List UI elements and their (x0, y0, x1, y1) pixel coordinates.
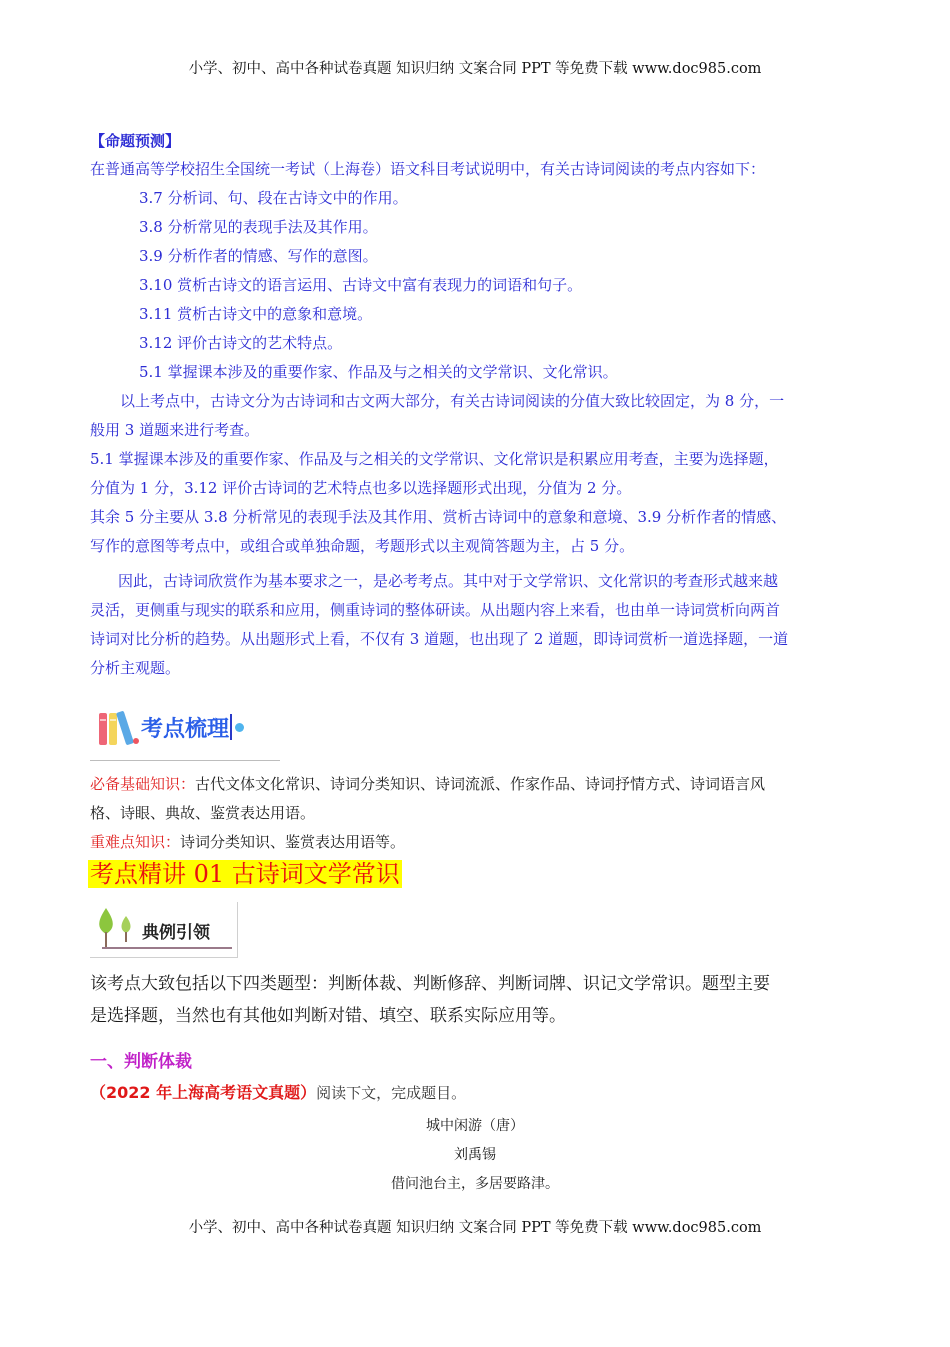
paragraph-line: 是选择题，当然也有其他如判断对错、填空、联系实际应用等。 (90, 1006, 566, 1026)
paragraph-line: 其余 5 分主要从 3.8 分析常见的表现手法及其作用、赏析古诗词中的意象和意境、3.9 分析作者的情感、 (90, 508, 787, 526)
paragraph-line: 灵活，更侧重与现实的联系和应用，侧重诗词的整体研读。从出题内容上来看，也由单一诗词赏析向两首 (90, 601, 781, 619)
kaodian-badge (97, 704, 244, 750)
question-source-line (90, 1080, 466, 1103)
example-badge-label: 典例引领 (142, 923, 210, 943)
question-instruction: 阅读下文，完成题目。 (316, 1084, 467, 1102)
basic-knowledge-text-cont: 格、诗眼、典故、鉴赏表达用语。 (90, 804, 316, 822)
poem-line: 借问池台主，多居要路津。 (391, 1176, 559, 1192)
exam-point-list (139, 184, 618, 387)
exam-point: 5.1 掌握课本涉及的重要作家、作品及与之相关的文学常识、文化常识。 (139, 363, 618, 381)
paragraph-trend (90, 567, 865, 683)
paragraph-line: 分析主观题。 (90, 659, 181, 677)
key-knowledge-text: 诗词分类知识、鉴赏表达用语等。 (180, 833, 406, 851)
kaodian-badge-label: 考点梳理 (141, 716, 230, 742)
paragraph-line: 因此，古诗词欣赏作为基本要求之一，是必考考点。其中对于文学常识、文化常识的考查形式越来越 (118, 572, 779, 590)
paragraph-line: 以上考点中，古诗文分为古诗词和古文两大部分，有关古诗词阅读的分值大致比较固定，为 8 分，一 (120, 392, 785, 410)
paragraph-line: 般用 3 道题来进行考查。 (90, 421, 260, 439)
exam-point: 3.10 赏析古诗文的语言运用、古诗文中富有表现力的词语和句子。 (139, 276, 583, 294)
prediction-intro: 在普通高等学校招生全国统一考试（上海卷）语文科目考试说明中，有关古诗词阅读的考点内容如下： (90, 160, 766, 178)
exam-point: 3.12 评价古诗文的艺术特点。 (139, 334, 343, 352)
exam-point: 3.7 分析词、句、段在古诗文中的作用。 (139, 189, 408, 207)
subsection-title: 一、判断体裁 (90, 1052, 192, 1072)
section-title-wrap (88, 858, 402, 890)
books-icon (97, 707, 139, 747)
paragraph-line: 写作的意图等考点中，或组合或单独命题，考题形式以主观简答题为主，占 5 分。 (90, 537, 635, 555)
prediction-heading: 【命题预测】 (90, 132, 181, 150)
section-title: 考点精讲 01 古诗词文学常识 (90, 860, 400, 888)
basic-knowledge-label: 必备基础知识： (90, 775, 196, 793)
question-source: （2022 年上海高考语文真题） (90, 1083, 317, 1102)
paragraph-score-overview (90, 387, 865, 561)
dot-icon (235, 723, 244, 732)
overview-paragraph (90, 968, 870, 1032)
page-footer: 小学、初中、高中各种试卷真题 知识归纳 文案合同 PPT 等免费下载 www.doc985.com (188, 1220, 762, 1236)
paragraph-line: 诗词对比分析的趋势。从出题形式上看，不仅有 3 道题，也出现了 2 道题，即诗词赏析一道选择题，一道 (90, 630, 789, 648)
exam-point: 3.9 分析作者的情感、写作的意图。 (139, 247, 378, 265)
example-badge (90, 902, 238, 958)
key-knowledge-line (90, 828, 865, 857)
exam-point: 3.11 赏析古诗文中的意象和意境。 (139, 305, 373, 323)
paragraph-line: 该考点大致包括以下四类题型：判断体裁、判断修辞、判断词牌、识记文学常识。题型主要 (90, 974, 770, 994)
basic-knowledge-text: 古代文体文化常识、诗词分类知识、诗词流派、作家作品、诗词抒情方式、诗词语言风 (195, 775, 766, 793)
exam-point: 3.8 分析常见的表现手法及其作用。 (139, 218, 378, 236)
page-header: 小学、初中、高中各种试卷真题 知识归纳 文案合同 PPT 等免费下载 www.doc985.com (188, 61, 762, 77)
badge-divider (90, 760, 280, 761)
paragraph-line: 分值为 1 分，3.12 评价古诗词的艺术特点也多以选择题形式出现，分值为 2 分。 (90, 479, 632, 497)
knowledge-block (90, 770, 865, 857)
text-cursor-mark (230, 714, 232, 740)
basic-knowledge-line (90, 770, 865, 799)
paragraph-line: 5.1 掌握课本涉及的重要作家、作品及与之相关的文学常识、文化常识是积累应用考查，主要为选择题， (90, 450, 779, 468)
badge-underline (102, 947, 232, 949)
poem-title: 城中闲游（唐） (426, 1118, 524, 1134)
poem-author: 刘禹锡 (454, 1147, 496, 1163)
key-knowledge-label: 重难点知识： (90, 833, 181, 851)
